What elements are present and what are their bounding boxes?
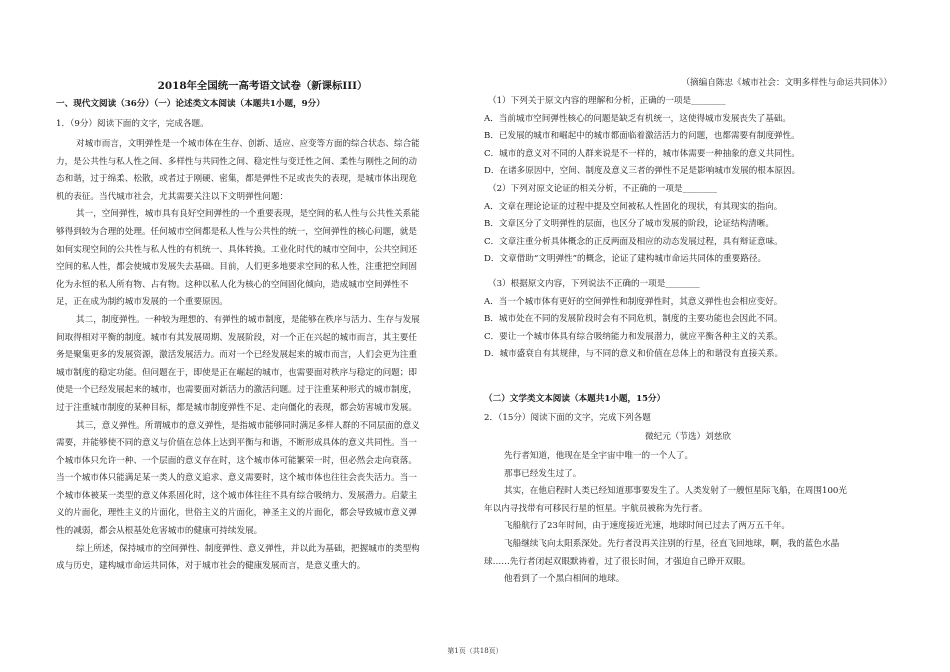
story-line: 他看到了一个黑白相间的地球。 <box>504 574 625 585</box>
answer-blank[interactable]: ________ <box>682 184 717 194</box>
para-line: 过于注重城市制度的某种目标，都是城市制度弹性不足、走向僵化的表现，都会妨害城市发展。 <box>56 402 417 413</box>
para-line: 空间的私人性，都会使城市发展失去基础。目前，人们更多地要求空间的私人性，注重把空间固 <box>56 262 417 273</box>
para-line: 其三，意义弹性。所谓城市的意义弹性，是指城市能够同时满足多样人群的不同层面的意义 <box>76 420 420 431</box>
para-line: 如何实现空间的公共性与私人性的有机统一、具体转换。工业化时代的城市空间中，公共空间还 <box>56 244 417 255</box>
page-footer: 第1页（共18页） <box>447 647 503 655</box>
para-line: 足，正在成为制约城市发展的一个重要原因。 <box>56 297 228 308</box>
question-1-1 <box>484 93 892 181</box>
para-line: 力，是公共性与私人性之间、多样性与共同性之间、稳定性与变迁性之间、柔性与刚性之间的动 <box>56 156 417 167</box>
story-line: 那事已经发生过了。 <box>504 468 582 479</box>
para-line: 当一个城市体只能满足某一类人的意义追求、意义需要时，这个城市体也往往会丧失活力。当一 <box>56 473 417 484</box>
para-line: 综上所述，保持城市的空间弹性、制度弹性、意义弹性，并以此为基础，把握城市的类型构 <box>76 543 420 554</box>
para-line: 化为永恒的私人所有物、占有物。这种以私人化为核心的空间固化倾向，造成城市空间弹性不 <box>56 279 409 290</box>
para-line: 其二，制度弹性。一种较为理想的、有弹性的城市制度，是能够在秩序与活力、生存与发展 <box>76 314 420 325</box>
para-line: 其一，空间弹性，城市具有良好空间弹性的一个重要表现，是空间的私人性与公共性关系能 <box>76 209 420 220</box>
para-line: 义的片面化，理性主义的片面化，世俗主义的片面化，神圣主义的片面化，都会导致城市意义弹 <box>56 508 417 519</box>
question-stem: （2）下列对原文论证的相关分析，不正确的一项是 <box>488 184 683 194</box>
para-line: 个城市体被某一类型的意义体系固化时，这个城市体往往不具有综合吸纳力、发展潜力。启蒙主 <box>56 490 417 501</box>
question-1-3 <box>484 276 892 364</box>
story-line: 其实，在他启程时人类已经知道那事要发生了。人类发射了一艘恒星际飞船，在周围100光 <box>504 486 847 497</box>
option-b[interactable]: B．已发展的城市和崛起中的城市都面临着激活活力的问题，也都需要有制度弹性。 <box>484 131 800 142</box>
para-line: 态和谐，过于绵柔、松散，或者过于刚硬、密集，都是弹性不足或丧失的表现，是城市体出现危 <box>56 174 417 185</box>
option-d[interactable]: D．文章借助“文明弹性”的概念，论证了建构城市命运共同体的重要路径。 <box>484 254 767 265</box>
story-line: 飞船继续飞向太阳系深处。先行者没再关注别的行星，径直飞回地球，啊，我的蓝色水晶 <box>504 538 840 549</box>
option-b[interactable]: B．城市处在不同的发展阶段时会有不同危机，制度的主要功能也会因此不同。 <box>484 314 783 325</box>
option-c[interactable]: C．城市的意义对不同的人群来说是不一样的，城市体需要一种抽象的意义共同性。 <box>484 148 800 159</box>
para-line: 使是一个已经发展起来的城市，也需要面对新活力的激活问题。过于注重某种形式的城市制度， <box>56 385 417 396</box>
question-1-2 <box>484 181 892 269</box>
source-citation: （摘编自陈忠《城市社会：文明多样性与命运共同体》） <box>681 78 892 88</box>
section1-heading: 一、现代文阅读（36分）（一）论述类文本阅读（本题共1小题，9分） <box>56 99 325 109</box>
story-line: 年以内寻找带有可移民行星的恒星。宇航员被称为先行者。 <box>484 503 708 514</box>
option-a[interactable]: A．当一个城市体有更好的空间弹性和制度弹性时，其意义弹性也会相应变好。 <box>484 296 783 307</box>
story-line: 先行者知道，他现在是全宇宙中唯一的一个人了。 <box>504 451 694 461</box>
para-line: 个城市体只允许一种、一个层面的意义存在时，这个城市体可能繁荣一时，但必然会走向衰落。 <box>56 455 417 466</box>
story-line: 飞船航行了23年时间，由于速度接近光速，地球时间已过去了两万五千年。 <box>504 521 790 532</box>
para-line: 成与历史，建构城市命运共同体，对于城市社会的健康发展而言，是意义重大的。 <box>56 561 366 572</box>
question-stem: （3）根据原文内容，下列说法不正确的一项是 <box>488 279 666 289</box>
para-line: 够得到较为合理的处理。任何城市空间都是私人性与公共性的统一，空间弹性的核心问题，就是 <box>56 226 417 237</box>
section2-heading: （二）文学类文本阅读（本题共1小题，15分） <box>484 394 666 404</box>
para-line: 务是聚集更多的发展资源，激活发展活力。而对一个已经发展起来的城市而言，人们会更为注重 <box>56 350 417 361</box>
para-line: 间取得相对平衡的制度。城市有其发展周期、发展阶段，对一个正在兴起的城市而言，其主要任 <box>56 332 417 343</box>
answer-blank[interactable]: ________ <box>691 96 726 106</box>
exam-title: 2018年全国统一高考语文试卷（新课标III） <box>157 80 368 92</box>
story-line: 球……先行者闭起双眼默祷着，过了很长时间，才强迫自己睁开双眼。 <box>484 556 751 567</box>
para-line: 城市制度的稳定功能。但问题在于，即使是正在崛起的城市，也需要面对秩序与稳定的问题；即 <box>56 367 417 378</box>
option-d[interactable]: D．城市盛衰自有其规律，与不同的意义和价值在总体上的和谐没有直接关系。 <box>484 349 784 360</box>
para-line: 机的表征。当代城市社会，尤其需要关注以下文明弹性问题： <box>56 191 289 202</box>
option-d[interactable]: D．在诸多原因中，空间、制度及意义三者的弹性不足是影响城市发展的根本原因。 <box>484 166 801 177</box>
story-title: 微纪元（节选）刘慈欣 <box>645 432 731 442</box>
article-body <box>56 136 469 576</box>
para-line: 性的减弱，都会从根基处危害城市的健康可持续发展。 <box>56 526 263 537</box>
option-b[interactable]: B．文章区分了文明弹性的层面，也区分了城市发展的阶段，论证结构清晰。 <box>484 219 774 230</box>
option-a[interactable]: A．当前城市空间弹性核心的问题是缺乏有机统一，这使得城市发展丧失了基础。 <box>484 113 791 124</box>
answer-blank[interactable]: ________ <box>665 279 700 289</box>
story-body <box>484 448 892 589</box>
q1-intro: 1．（9分）阅读下面的文字，完成各题。 <box>56 119 209 129</box>
para-line: 需要，并能够使不同的意义与价值在总体上达到平衡与和谐，不断形成具体的意义共同性。当一 <box>56 438 417 449</box>
q2-intro: 2．（15分）阅读下面的文字，完成下列各题 <box>484 413 651 423</box>
option-a[interactable]: A．文章在理论论证的过程中提及空间被私人性固化的现状，有其现实的指向。 <box>484 201 783 212</box>
option-c[interactable]: C．要让一个城市体具有综合吸纳能力和发展潜力，就应平衡各种主义的关系。 <box>484 331 783 342</box>
question-stem: （1）下列关于原文内容的理解和分析，正确的一项是 <box>488 96 692 106</box>
option-c[interactable]: C．文章注重分析具体概念的正反两面及相应的动态发展过程，具有辩证意味。 <box>484 236 783 247</box>
para-line: 对城市而言，文明弹性是一个城市体在生存、创新、适应、应变等方面的综合状态、综合能 <box>76 139 420 149</box>
